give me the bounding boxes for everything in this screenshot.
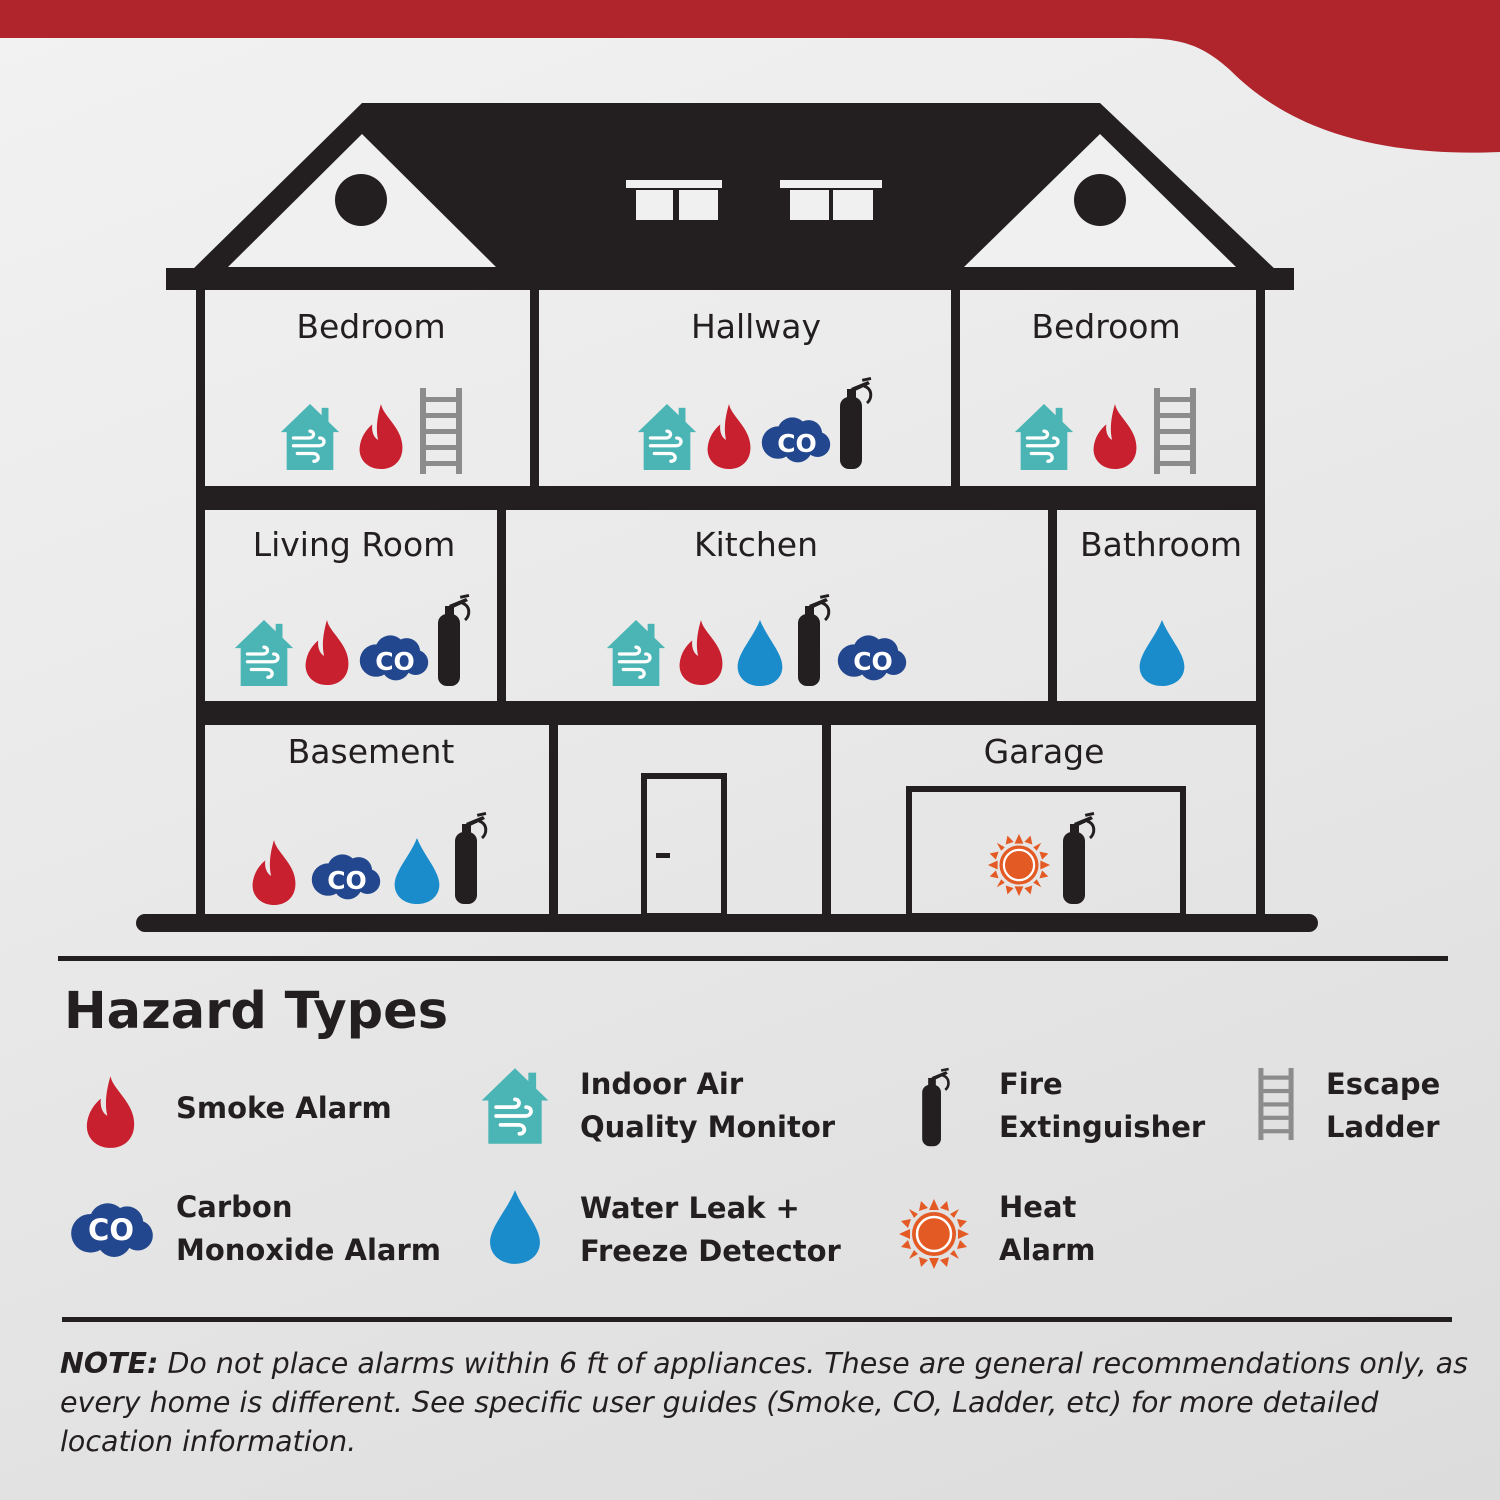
room-bathroom-icons	[1140, 620, 1185, 686]
legend-line: Ladder	[1326, 1110, 1440, 1144]
room-label-living-room: Living Room	[252, 525, 456, 564]
legend-line: Escape	[1326, 1067, 1441, 1101]
room-label-garage: Garage	[983, 732, 1105, 771]
divider-bottom	[62, 1317, 1452, 1322]
escape-ladder-icon	[1258, 1068, 1293, 1140]
legend-label-heat-alarm	[999, 1186, 1095, 1272]
room-label-kitchen: Kitchen	[693, 525, 819, 564]
smoke-flame-icon	[680, 620, 723, 685]
escape-ladder-icon	[1154, 388, 1196, 474]
legend-line: Indoor Air	[580, 1067, 744, 1101]
legend-line: Quality Monitor	[580, 1110, 836, 1144]
legend-line: Carbon	[176, 1190, 293, 1224]
fire-extinguisher-icon	[798, 594, 829, 686]
air-quality-house-icon	[1015, 404, 1073, 470]
water-drop-icon	[395, 838, 440, 904]
legend-title: Hazard Types	[64, 982, 449, 1041]
fire-extinguisher-icon	[1063, 812, 1094, 904]
room-label-bathroom: Bathroom	[1079, 525, 1243, 564]
note-text	[60, 1344, 1470, 1461]
fire-extinguisher-icon	[840, 377, 871, 469]
water-drop-icon	[1140, 620, 1185, 686]
legend-line: Water Leak +	[580, 1191, 800, 1225]
legend-line: Freeze Detector	[580, 1234, 841, 1268]
smoke-flame-icon	[253, 840, 296, 905]
legend-label-water-leak	[580, 1187, 841, 1273]
divider-top	[58, 956, 1448, 961]
air-quality-house-icon	[482, 1068, 549, 1144]
room-basement-icons	[253, 812, 487, 905]
legend-label-co-alarm	[176, 1186, 441, 1272]
note-body: Do not place alarms within 6 ft of appliances. These are general recommendations only, as every home is different. See specific user guides (Smoke, CO, Ladder, etc) for more detailed location information.	[60, 1347, 1468, 1458]
front-door	[644, 776, 724, 916]
legend-line: Monoxide Alarm	[176, 1233, 441, 1267]
legend-line: Fire	[999, 1067, 1063, 1101]
room-bedroom-right-icons	[1015, 388, 1196, 474]
co-badge-text: CO	[375, 647, 415, 676]
room-label-bedroom-left: Bedroom	[296, 307, 446, 346]
room-label-basement: Basement	[287, 732, 455, 771]
smoke-flame-icon	[708, 404, 751, 469]
fire-extinguisher-icon	[455, 812, 486, 904]
air-quality-house-icon	[281, 404, 339, 470]
air-quality-house-icon	[638, 404, 696, 470]
smoke-flame-icon	[306, 620, 349, 685]
note-prefix: NOTE:	[60, 1347, 159, 1380]
co-badge-text: CO	[853, 647, 893, 676]
legend-co-badge-text: CO	[88, 1213, 134, 1247]
legend-line: Extinguisher	[999, 1110, 1206, 1144]
legend-label-escape-ladder	[1326, 1063, 1440, 1149]
air-quality-house-icon	[607, 620, 665, 686]
room-hallway-icons	[638, 377, 871, 470]
escape-ladder-icon	[420, 388, 462, 474]
co-badge-text: CO	[777, 429, 817, 458]
garage-door	[909, 789, 1183, 916]
room-label-bedroom-right: Bedroom	[1031, 307, 1181, 346]
house-roof	[166, 103, 1294, 290]
water-drop-icon	[738, 620, 783, 686]
legend-line: Heat	[999, 1190, 1077, 1224]
legend-label-smoke-alarm	[176, 1087, 392, 1130]
smoke-flame-icon	[360, 404, 403, 469]
water-drop-icon	[490, 1190, 540, 1264]
legend-label-fire-extinguisher	[999, 1063, 1205, 1149]
room-bedroom-left-icons	[281, 388, 462, 474]
co-badge-text: CO	[327, 866, 367, 895]
fire-extinguisher-icon	[438, 594, 469, 686]
room-living-room-icons	[235, 594, 469, 686]
fire-extinguisher-icon	[922, 1068, 949, 1147]
air-quality-house-icon	[235, 620, 293, 686]
legend-line: Alarm	[999, 1233, 1096, 1267]
heat-sun-icon	[988, 834, 1050, 896]
legend-line: Smoke Alarm	[176, 1091, 392, 1125]
smoke-flame-icon	[1094, 404, 1137, 469]
heat-sun-icon	[899, 1199, 969, 1269]
smoke-flame-icon	[87, 1076, 134, 1148]
room-garage-icons	[988, 812, 1094, 904]
legend-label-indoor-air	[580, 1063, 835, 1149]
room-label-hallway: Hallway	[690, 307, 822, 346]
